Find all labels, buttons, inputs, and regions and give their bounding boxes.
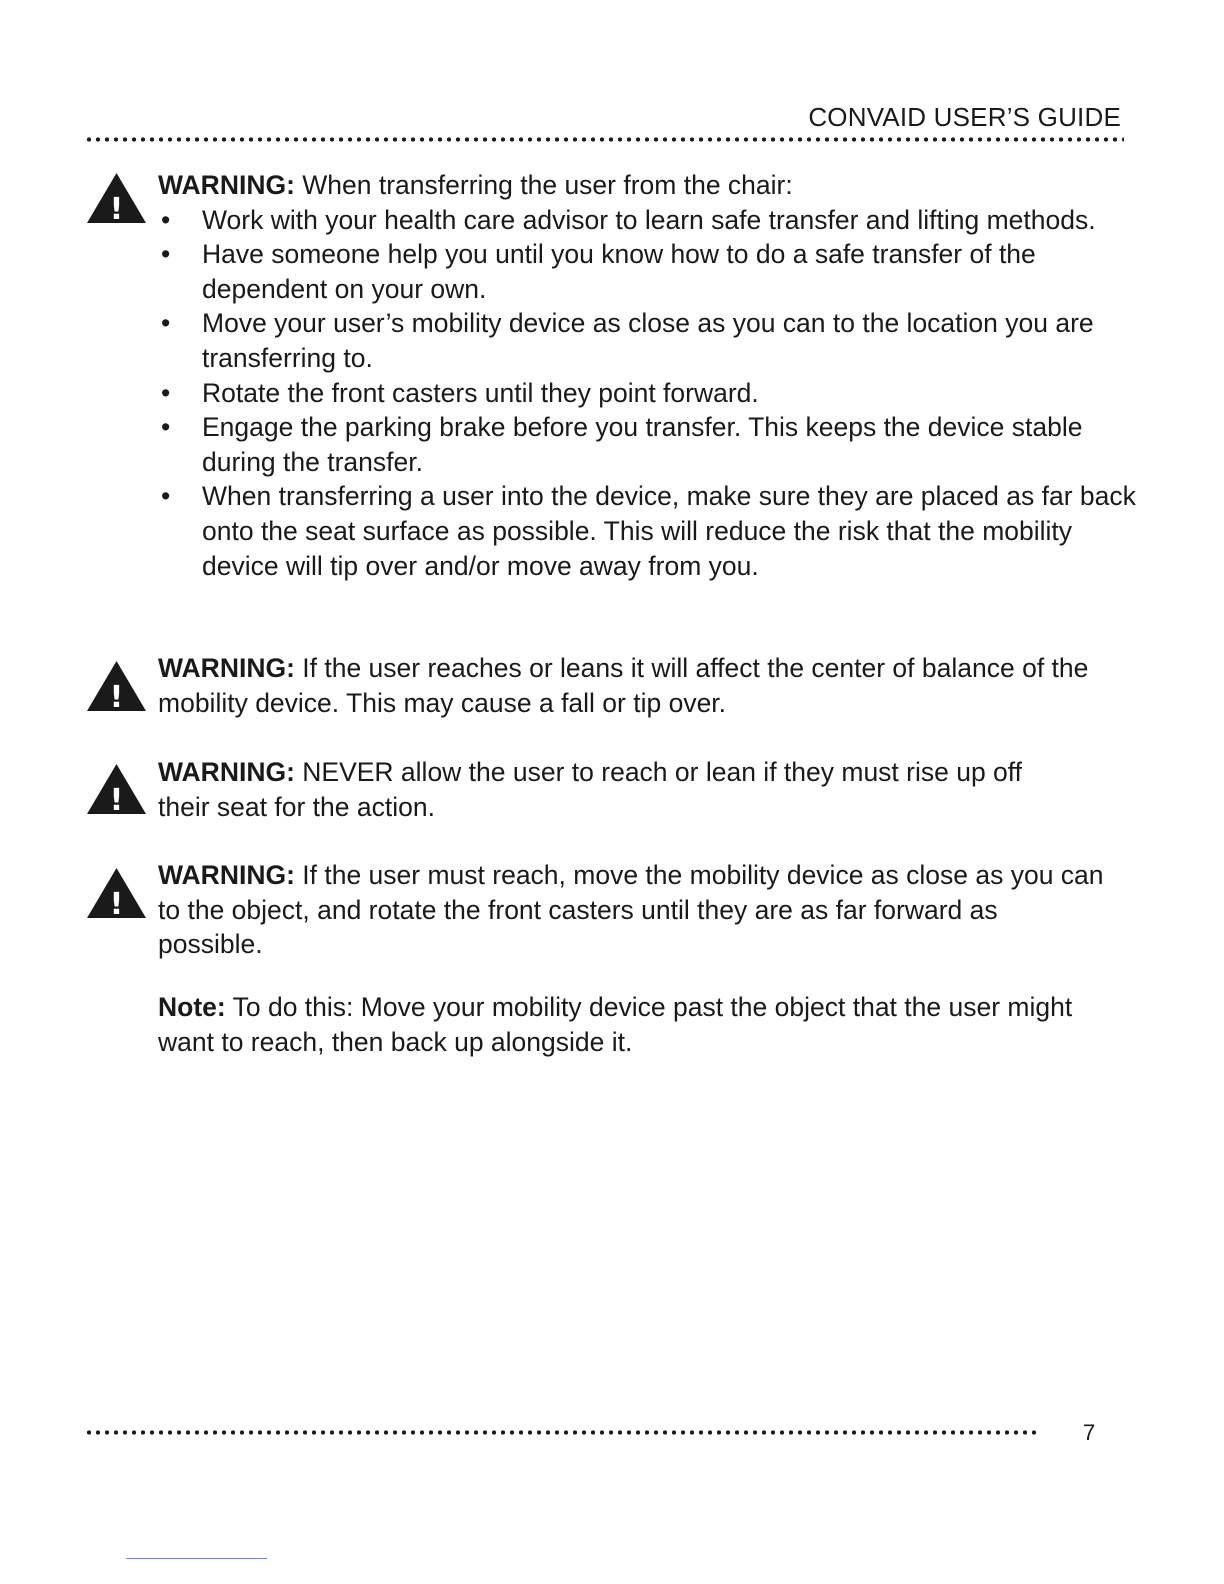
warning-transfer-intro [158,168,1138,203]
bullet-icon: • [161,239,171,270]
list-item [158,479,1138,583]
warning-must-reach-block [158,858,1108,962]
note-block [158,990,1118,1059]
warning-text: When transferring the user from the chair: [294,170,793,200]
link-underline [126,1558,267,1559]
note-text: To do this: Move your mobility device past the object that the user might want to reach, then back up alongside it. [158,992,1073,1057]
list-item-text: When transferring a user into the device, make sure they are placed as far back onto the seat surface as possible. This will reduce the risk that the mobility device will tip over and/or move away from you. [202,481,1136,581]
list-item [158,237,1138,306]
list-item-text: Move your user’s mobility device as close as you can to the location you are transferring to. [202,308,1094,373]
warning-triangle-icon [86,763,147,815]
warning-icon-glyph: ! [109,887,124,919]
warning-reach-lean-block [158,755,1058,824]
warning-balance-block [158,651,1138,720]
list-item [158,306,1138,375]
warning-text: If the user reaches or leans it will affect the center of balance of the mobility device. This may cause a fall or tip over. [158,653,1089,718]
warning-paragraph [158,755,1058,824]
list-item [158,203,1138,238]
note-paragraph [158,990,1118,1059]
warning-icon-glyph: ! [109,192,124,224]
bullet-icon: • [161,377,171,408]
warning-icon-glyph: ! [109,680,124,712]
transfer-bullet-list [158,203,1138,584]
header-dotted-divider [86,137,1124,142]
list-item-text: Have someone help you until you know how to do a safe transfer of the dependent on your own. [202,239,1036,304]
list-item-text: Work with your health care advisor to learn safe transfer and lifting methods. [202,204,1096,235]
list-item [158,376,1138,411]
warning-text: NEVER allow the user to reach or lean if they must rise up off their seat for the action. [158,757,1023,822]
warning-icon-glyph: ! [109,783,124,815]
bullet-icon: • [161,481,171,512]
warning-label: WARNING: [158,860,295,890]
bullet-icon: • [161,308,171,339]
warning-text: If the user must reach, move the mobility device as close as you can to the object, and rotate the front casters until they are as far forward as possible. [158,860,1104,960]
warning-label: WARNING: [158,170,295,200]
warning-label: WARNING: [158,653,295,683]
warning-triangle-icon [86,867,147,919]
warning-triangle-icon [86,660,147,712]
list-item-text: Rotate the front casters until they point forward. [202,377,759,408]
list-item [158,410,1138,479]
warning-label: WARNING: [158,757,295,787]
list-item-text: Engage the parking brake before you transfer. This keeps the device stable during the transfer. [202,412,1083,477]
bullet-icon: • [161,204,171,235]
warning-triangle-icon [86,172,147,224]
note-label: Note: [158,992,226,1022]
running-header-title: CONVAID USER’S GUIDE [808,102,1121,132]
page-number: 7 [1083,1420,1096,1445]
bullet-icon: • [161,412,171,443]
warning-transfer-block [158,168,1138,583]
warning-paragraph [158,651,1138,720]
warning-paragraph [158,858,1108,962]
footer-dotted-divider [86,1430,1036,1435]
